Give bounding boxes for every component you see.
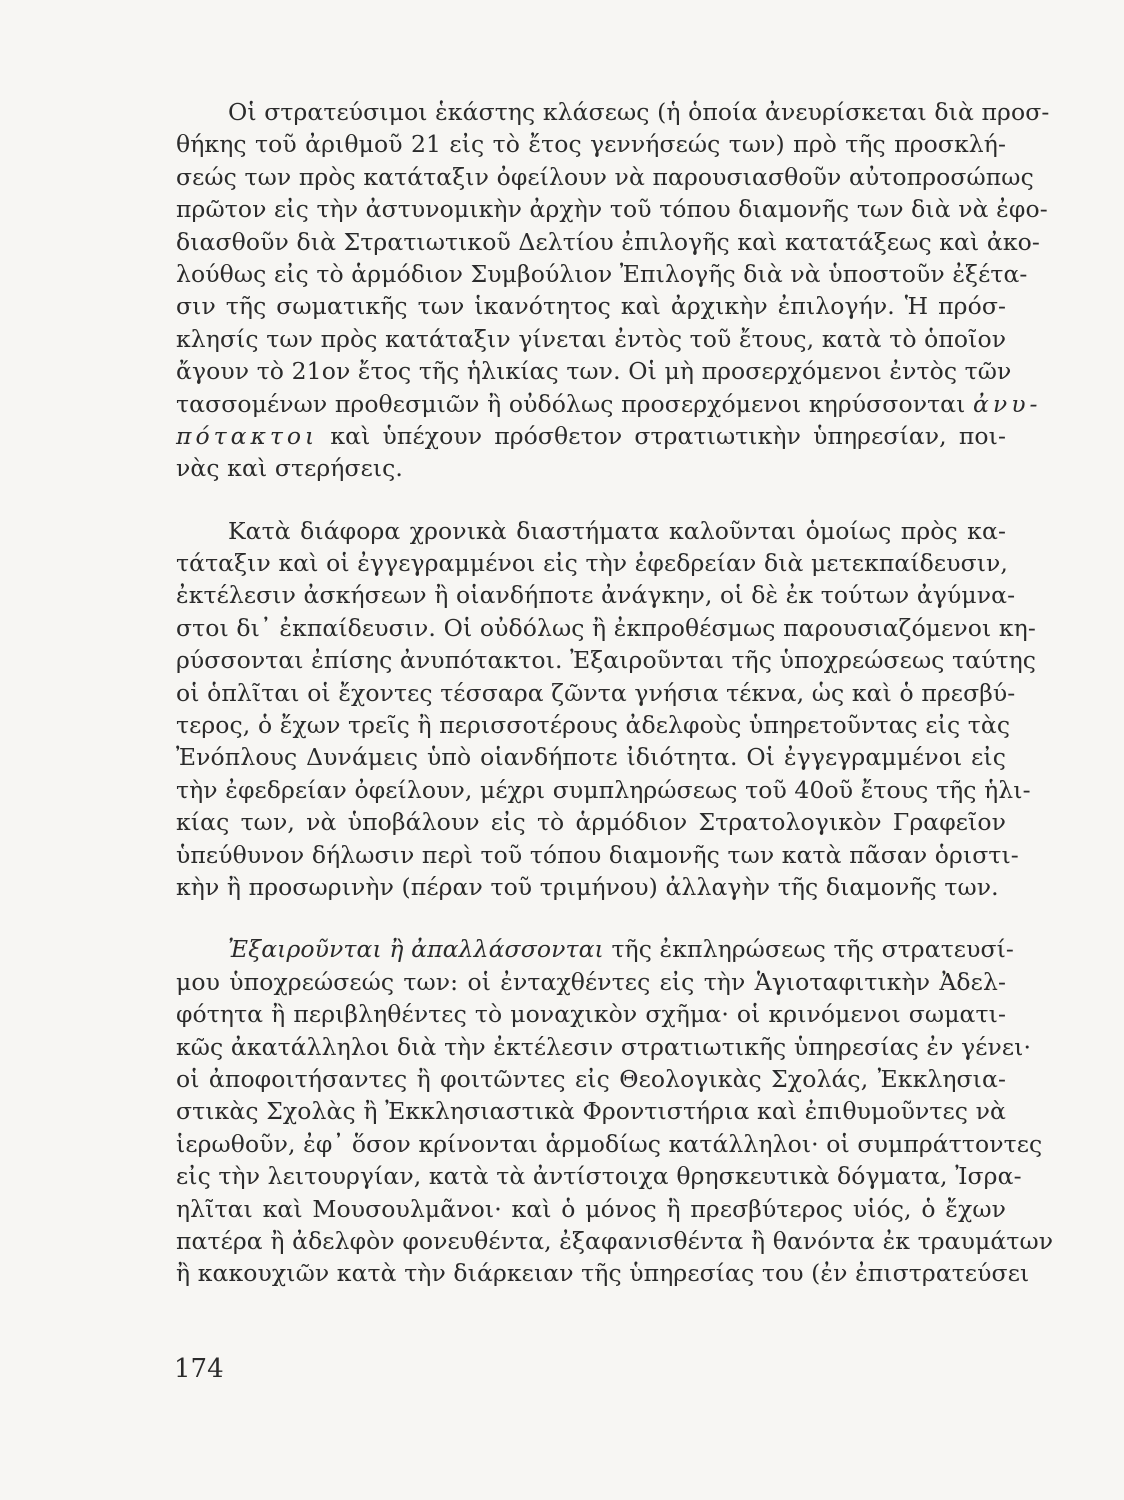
text-line: ἐκτέλεσιν ἀσκήσεων ἢ οἱανδήποτε ἀνάγκην, οἱ δὲ ἐκ τούτων ἀγύμνα- [176,581,1016,610]
text-fragment: τῆς ἐκπληρώσεως τῆς στρατευσί- [611,935,1014,964]
paragraph-2 [176,515,1037,904]
text-line: σεώς των πρὸς κατάταξιν ὀφείλουν νὰ παρουσιασθοῦν αὐτοπροσώπως [176,162,1034,191]
text-line-with-spaced-word [176,388,1042,420]
italic-lead: Ἐξαιροῦνται ἢ ἀπαλλάσσονται [228,935,604,964]
text-line: ἢ κακουχιῶν κατὰ τὴν διάρκειαν τῆς ὑπηρεσίας του (ἐν ἐπιστρατεύσει [176,1259,1030,1288]
text-line: λούθως εἰς τὸ ἁρμόδιον Συμβούλιον Ἐπιλογῆς διὰ νὰ ὑποστοῦν ἐξέτα- [176,259,1028,288]
text-line: ὑπεύθυνον δήλωσιν περὶ τοῦ τόπου διαμονῆς των κατὰ πᾶσαν ὁριστι- [176,840,1019,869]
spaced-word: πότακτοι [176,421,319,450]
spaced-word: ἀνυ- [973,389,1042,418]
text-line: πρῶτον εἰς τὴν ἀστυνομικὴν ἀρχὴν τοῦ τόπου διαμονῆς των διὰ νὰ ἐφο- [176,195,1048,224]
text-line: εἰς τὴν λειτουργίαν, κατὰ τὰ ἀντίστοιχα θρησκευτικὰ δόγματα, Ἰσρα- [176,1162,1022,1191]
text-line: διασθοῦν διὰ Στρατιωτικοῦ Δελτίου ἐπιλογῆς καὶ κατατάξεως καὶ ἀκο- [176,227,1040,256]
text-line: φότητα ἢ περιβληθέντες τὸ μοναχικὸν σχῆμα· οἱ κρινόμενοι σωματι- [176,1000,1006,1029]
text-line: κίας των, νὰ ὑποβάλουν εἰς τὸ ἁρμόδιον Στρατολογικὸν Γραφεῖον [176,808,1006,837]
page-number: 174 [174,1354,224,1384]
text-fragment: καὶ ὑπέχουν πρόσθετον στρατιωτικὴν ὑπηρεσίαν, ποι- [330,421,1006,450]
text-line: ρύσσονται ἐπίσης ἀνυπότακτοι. Ἐξαιροῦνται τῆς ὑποχρεώσεως ταύτης [176,646,1037,675]
text-line: τὴν ἐφεδρείαν ὀφείλουν, μέχρι συμπληρώσεως τοῦ 40οῦ ἔτους τῆς ἡλι- [176,775,1031,804]
text-line: μου ὑποχρεώσεώς των: οἱ ἐνταχθέντες εἰς τὴν Ἁγιοταφιτικὴν Ἀδελ- [176,967,1006,996]
text-line: σιν τῆς σωματικῆς των ἱκανότητος καὶ ἀρχικὴν ἐπιλογήν. Ἡ πρόσ- [176,292,1006,321]
text-line: κῶς ἀκατάλληλοι διὰ τὴν ἐκτέλεσιν στρατιωτικῆς ὑπηρεσίας ἐν γένει· [176,1032,1032,1061]
text-line: θήκης τοῦ ἀριθμοῦ 21 εἰς τὸ ἔτος γεννήσεώς των) πρὸ τῆς προσκλή- [176,130,1006,159]
text-line: Κατὰ διάφορα χρονικὰ διαστήματα καλοῦνται ὁμοίως πρὸς κα- [228,516,1006,545]
text-line: κλησίς των πρὸς κατάταξιν γίνεται ἐντὸς τοῦ ἔτους, κατὰ τὸ ὁποῖον [176,324,1007,353]
text-line: ἄγουν τὸ 21ον ἔτος τῆς ἡλικίας των. Οἱ μὴ προσερχόμενοι ἐντὸς τῶν [176,357,1012,386]
text-line: στικὰς Σχολὰς ἢ Ἐκκλησιαστικὰ Φροντιστήρια καὶ ἐπιθυμοῦντες νὰ [176,1097,1006,1126]
text-line: οἱ ἀποφοιτήσαντες ἢ φοιτῶντες εἰς Θεολογικὰς Σχολάς, Ἐκκλησια- [176,1064,1006,1093]
paragraph-3 [176,933,1054,1289]
text-line: ηλῖται καὶ Μουσουλμᾶνοι· καὶ ὁ μόνος ἢ πρεσβύτερος υἱός, ὁ ἔχων [176,1194,1006,1223]
text-fragment: τασσομένων προθεσμιῶν ἢ οὐδόλως προσερχόμενοι κηρύσσονται [176,389,966,418]
text-line: κὴν ἢ προσωρινὴν (πέραν τοῦ τριμήνου) ἀλλαγὴν τῆς διαμονῆς των. [176,872,999,901]
text-line: Οἱ στρατεύσιμοι ἑκάστης κλάσεως (ἡ ὁποία ἀνευρίσκεται διὰ προσ- [228,98,1050,126]
paragraph-1 [176,96,1050,485]
body-text [176,96,1054,1290]
text-line: οἱ ὁπλῖται οἱ ἔχοντες τέσσαρα ζῶντα γνήσια τέκνα, ὡς καὶ ὁ πρεσβύ- [176,678,1016,707]
text-line: στοι δι᾽ ἐκπαίδευσιν. Οἱ οὐδόλως ἢ ἐκπροθέσμως παρουσιαζόμενοι κη- [176,613,1036,642]
text-line: τάταξιν καὶ οἱ ἐγγεγραμμένοι εἰς τὴν ἐφεδρείαν διὰ μετεκπαίδευσιν, [176,549,1009,578]
text-line: τερος, ὁ ἔχων τρεῖς ἢ περισσοτέρους ἀδελφοὺς ὑπηρετοῦντας εἰς τὰς [176,711,1011,740]
text-line: νὰς καὶ στερήσεις. [176,454,404,483]
text-line [176,933,1014,965]
text-line: ἱερωθοῦν, ἐφ᾽ ὅσον κρίνονται ἁρμοδίως κατάλληλοι· οἱ συμπράττοντες [176,1129,1043,1158]
text-line: πατέρα ἢ ἀδελφὸν φονευθέντα, ἐξαφανισθέντα ἢ θανόντα ἐκ τραυμάτων [176,1226,1054,1255]
text-line-with-spaced-word [176,420,1006,452]
text-line: Ἐνόπλους Δυνάμεις ὑπὸ οἱανδήποτε ἰδιότητα. Οἱ ἐγγεγραμμένοι εἰς [176,743,1006,772]
